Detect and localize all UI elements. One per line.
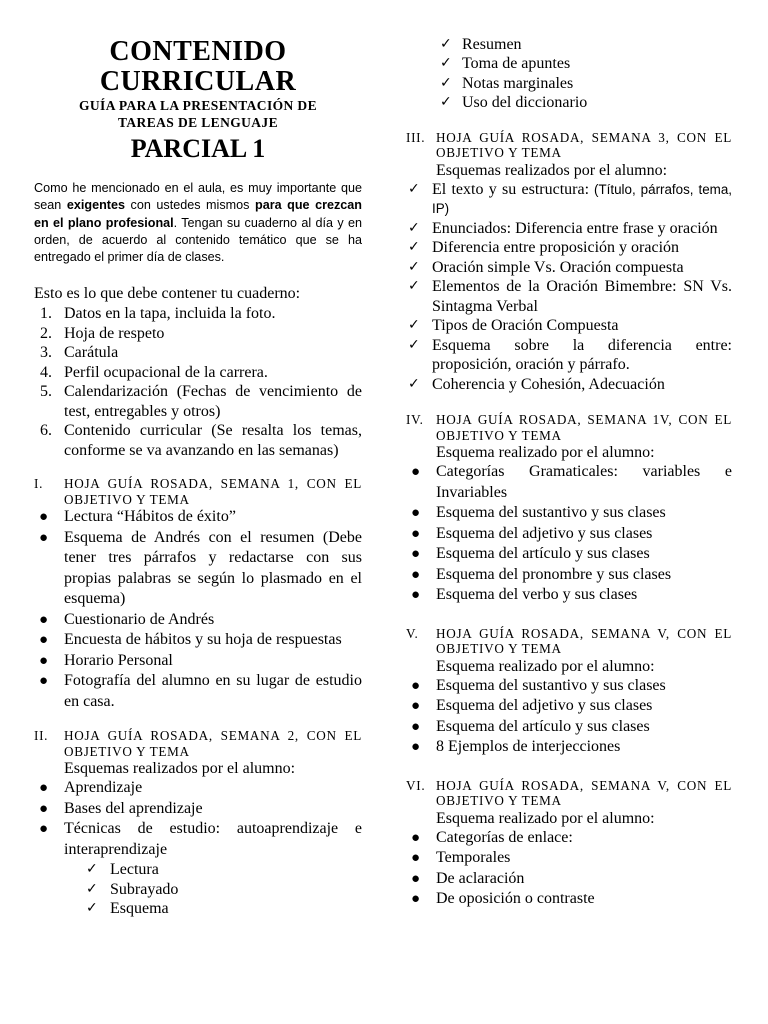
checkmark-icon: ✓ — [440, 55, 452, 72]
item-text: Tipos de Oración Compuesta — [432, 317, 619, 335]
item-text: Horario Personal — [64, 651, 173, 669]
list-item — [34, 610, 362, 631]
list-item — [406, 74, 732, 93]
item-text: Contenido curricular (Se resalta los temas, conforme se va avanzando en las semanas) — [64, 422, 362, 459]
list-item — [406, 93, 732, 112]
checkmark-icon: ✓ — [408, 375, 420, 392]
bullet-list — [406, 462, 732, 606]
bullet-icon: ● — [411, 739, 421, 756]
item-text: Encuesta de hábitos y su hoja de respuestas — [64, 631, 342, 649]
item-text: Esquema — [110, 900, 169, 918]
item-text: Lectura “Hábitos de éxito” — [64, 508, 236, 526]
list-item — [406, 503, 732, 524]
item-text: Coherencia y Cohesión, Adecuación — [432, 375, 665, 393]
item-text: Esquema del artículo y sus clases — [436, 717, 650, 735]
list-item — [34, 799, 362, 820]
list-item — [406, 258, 732, 278]
item-text: El texto y su estructura: — [432, 180, 590, 198]
section-heading-text: HOJA GUÍA ROSADA, SEMANA V, CON EL OBJETIVO Y TEMA — [436, 625, 732, 657]
list-item — [406, 180, 732, 219]
list-item — [34, 343, 362, 363]
section-subheading: Esquemas realizados por el alumno: — [436, 161, 668, 179]
section-numeral: I. — [34, 476, 44, 492]
list-item — [34, 819, 362, 860]
item-text: Toma de apuntes — [462, 55, 571, 73]
list-item — [34, 630, 362, 651]
list-item — [406, 565, 732, 586]
list-item — [34, 421, 362, 460]
section-numeral: II. — [34, 728, 49, 744]
item-text: Notas marginales — [462, 74, 574, 92]
checkmark-icon: ✓ — [408, 278, 420, 295]
item-text: Esquema del verbo y sus clases — [436, 586, 638, 604]
intro-text-2: con ustedes mismos — [124, 198, 255, 213]
list-item — [406, 869, 732, 890]
list-item — [34, 363, 362, 383]
item-text: Esquema del adjetivo y sus clases — [436, 697, 653, 715]
bullet-icon: ● — [411, 698, 421, 715]
section-6 — [406, 778, 732, 910]
intro-text-3: . Tengan su cuaderno al día y en orden, de acuerdo al contenido temático que se ha entregado el primer día de clases. — [34, 215, 362, 265]
section-heading — [406, 412, 732, 443]
bullet-icon: ● — [39, 632, 49, 649]
subtitle-line-1: GUÍA PARA LA PRESENTACIÓN DE — [79, 98, 317, 113]
parcial-heading: PARCIAL 1 — [130, 134, 266, 163]
bullet-list — [406, 676, 732, 758]
item-number: 2. — [40, 324, 52, 342]
list-item — [406, 737, 732, 758]
list-item — [406, 219, 732, 239]
list-item — [406, 828, 732, 849]
bullet-icon: ● — [39, 509, 49, 526]
subtitle-line-2: TAREAS DE LENGUAJE — [118, 115, 278, 130]
bullet-list — [34, 778, 362, 860]
section-subheading: Esquemas realizados por el alumno: — [64, 760, 296, 778]
title-line-2: CURRICULAR — [99, 66, 297, 97]
item-text: Temporales — [436, 849, 511, 867]
item-text: Esquema sobre la diferencia entre: proposición, oración y párrafo. — [432, 336, 732, 374]
section-heading — [34, 476, 362, 507]
list-item — [34, 507, 362, 528]
section-heading-text: HOJA GUÍA ROSADA, SEMANA 1V, CON EL OBJETIVO Y TEMA — [436, 412, 732, 443]
item-text: Resumen — [462, 36, 522, 53]
section-3 — [406, 130, 732, 395]
list-item — [34, 880, 362, 900]
item-text: De aclaración — [436, 869, 525, 887]
bullet-icon: ● — [39, 529, 49, 546]
item-number: 1. — [40, 305, 52, 323]
list-item — [406, 336, 732, 375]
item-text: 8 Ejemplos de interjecciones — [436, 738, 621, 756]
section-heading — [406, 626, 732, 657]
section-heading — [406, 778, 732, 809]
section-4 — [406, 412, 732, 606]
item-text: Perfil ocupacional de la carrera. — [64, 363, 268, 381]
item-number: 6. — [40, 422, 52, 440]
checkmark-icon: ✓ — [408, 239, 420, 256]
checkmark-icon: ✓ — [408, 219, 420, 236]
list-item — [406, 676, 732, 697]
section-numeral: IV. — [406, 412, 424, 428]
section-subheading: Esquema realizado por el alumno: — [436, 657, 655, 675]
item-text: Fotografía del alumno en su lugar de estudio en casa. — [64, 672, 362, 710]
title-line-1: CONTENIDO — [109, 36, 287, 67]
list-item — [406, 375, 732, 395]
list-item — [34, 860, 362, 880]
list-item — [34, 304, 362, 324]
bullet-icon: ● — [411, 829, 421, 846]
bullet-icon: ● — [411, 464, 421, 481]
list-item — [406, 524, 732, 545]
left-column — [34, 0, 362, 919]
intro-bold-1: exigentes — [66, 198, 125, 213]
item-text: Lectura — [110, 861, 159, 879]
right-column — [406, 0, 732, 910]
list-item — [406, 585, 732, 606]
item-text: Esquema del pronombre y sus clases — [436, 565, 672, 583]
list-item — [406, 462, 732, 503]
section-heading-text: HOJA GUÍA ROSADA, SEMANA 3, CON EL OBJETIVO Y TEMA — [436, 129, 732, 161]
bullet-icon: ● — [411, 677, 421, 694]
bullet-list — [406, 828, 732, 910]
checkmark-icon: ✓ — [408, 317, 420, 334]
bullet-icon: ● — [39, 821, 49, 838]
item-text: Hoja de respeto — [64, 324, 165, 342]
item-text: Calendarización (Fechas de vencimiento de test, entregables y otros) — [64, 383, 362, 420]
checkmark-icon: ✓ — [408, 180, 420, 197]
item-text: Aprendizaje — [64, 779, 143, 797]
notebook-list — [34, 304, 362, 460]
intro-text-1: Como he mencionado en el aula, es muy importante que sean — [34, 181, 362, 213]
checkmark-icon: ✓ — [440, 36, 452, 52]
checkmark-icon: ✓ — [408, 336, 420, 353]
bullet-icon: ● — [411, 891, 421, 908]
list-item — [406, 696, 732, 717]
intro-paragraph — [34, 180, 362, 266]
bullet-icon: ● — [411, 718, 421, 735]
item-number: 3. — [40, 344, 52, 362]
item-text: Técnicas de estudio: autoaprendizaje e interaprendizaje — [64, 820, 362, 858]
bullet-icon: ● — [39, 652, 49, 669]
item-text: Subrayado — [110, 880, 179, 898]
checkmark-icon: ✓ — [408, 258, 420, 275]
checkmark-icon: ✓ — [86, 900, 98, 917]
list-item — [34, 778, 362, 799]
item-number: 5. — [40, 383, 52, 401]
section-heading-text: HOJA GUÍA ROSADA, SEMANA V, CON EL OBJETIVO Y TEMA — [436, 777, 732, 809]
item-text: De oposición o contraste — [436, 890, 595, 908]
section-numeral: III. — [406, 129, 426, 145]
item-text: Esquema del adjetivo y sus clases — [436, 524, 653, 542]
section-numeral: V. — [406, 625, 419, 641]
section-5 — [406, 626, 732, 758]
list-item — [406, 316, 732, 336]
bullet-icon: ● — [411, 505, 421, 522]
intro-bold-2: para que crezcan en el plano profesional — [34, 198, 363, 230]
list-item — [406, 277, 732, 316]
checkmark-list — [406, 180, 732, 395]
bullet-icon: ● — [411, 870, 421, 887]
bullet-icon: ● — [39, 800, 49, 817]
item-text: Elementos de la Oración Bimembre: SN Vs. Sintagma Verbal — [432, 278, 732, 315]
bullet-icon: ● — [39, 780, 49, 797]
checkmark-icon: ✓ — [440, 74, 452, 91]
section-subheading: Esquema realizado por el alumno: — [436, 809, 655, 827]
section-heading — [406, 130, 732, 161]
section-heading-text: HOJA GUÍA ROSADA, SEMANA 2, CON EL OBJETIVO Y TEMA — [64, 728, 362, 759]
bullet-icon: ● — [411, 525, 421, 542]
checkmark-icon: ✓ — [86, 880, 98, 897]
checkmark-icon: ✓ — [440, 94, 452, 111]
checkmark-list-continued — [406, 35, 732, 113]
list-item — [406, 717, 732, 738]
item-text: Diferencia entre proposición y oración — [432, 239, 680, 257]
list-item — [406, 238, 732, 258]
bullet-icon: ● — [39, 611, 49, 628]
list-item — [406, 544, 732, 565]
item-text: Esquema de Andrés con el resumen (Debe tener tres párrafos y redactarse con sus propias palabras se según lo plasmado en el esquema) — [64, 528, 362, 608]
item-note: (Título, párrafos, tema, IP) — [432, 181, 732, 217]
list-item — [34, 899, 362, 919]
section-numeral: VI. — [406, 777, 426, 793]
checkmark-icon: ✓ — [86, 861, 98, 878]
section-2 — [34, 728, 362, 919]
list-item — [34, 671, 362, 712]
item-text: Carátula — [64, 344, 119, 362]
list-item — [34, 528, 362, 610]
list-item — [406, 35, 732, 54]
item-text: Uso del diccionario — [462, 94, 588, 112]
item-text: Oración simple Vs. Oración compuesta — [432, 258, 684, 276]
list-item — [34, 651, 362, 672]
section-heading — [34, 728, 362, 759]
bullet-icon: ● — [39, 673, 49, 690]
item-text: Esquema del sustantivo y sus clases — [436, 504, 666, 522]
section-heading-text: HOJA GUÍA ROSADA, SEMANA 1, CON EL OBJETIVO Y TEMA — [64, 476, 362, 507]
bullet-icon: ● — [411, 546, 421, 563]
bullet-icon: ● — [411, 566, 421, 583]
item-text: Esquema del artículo y sus clases — [436, 545, 650, 563]
bullet-icon: ● — [411, 587, 421, 604]
item-text: Bases del aprendizaje — [64, 799, 203, 817]
item-text: Categorías Gramaticales: variables e Invariables — [436, 463, 732, 501]
list-item — [34, 382, 362, 421]
list-item — [406, 889, 732, 910]
notebook-lead: Esto es lo que debe contener tu cuaderno: — [34, 285, 301, 303]
item-text: Categorías de enlace: — [436, 828, 573, 846]
bullet-list — [34, 507, 362, 712]
item-text: Cuestionario de Andrés — [64, 610, 215, 628]
section-subheading: Esquema realizado por el alumno: — [436, 444, 655, 462]
item-number: 4. — [40, 363, 52, 381]
list-item — [406, 848, 732, 869]
checkmark-list — [34, 860, 362, 919]
item-text: Enunciados: Diferencia entre frase y oración — [432, 219, 718, 237]
item-text: Esquema del sustantivo y sus clases — [436, 676, 666, 694]
list-item — [34, 324, 362, 344]
section-1 — [34, 476, 362, 712]
item-text: Datos en la tapa, incluida la foto. — [64, 305, 276, 323]
bullet-icon: ● — [411, 850, 421, 867]
list-item — [406, 54, 732, 73]
